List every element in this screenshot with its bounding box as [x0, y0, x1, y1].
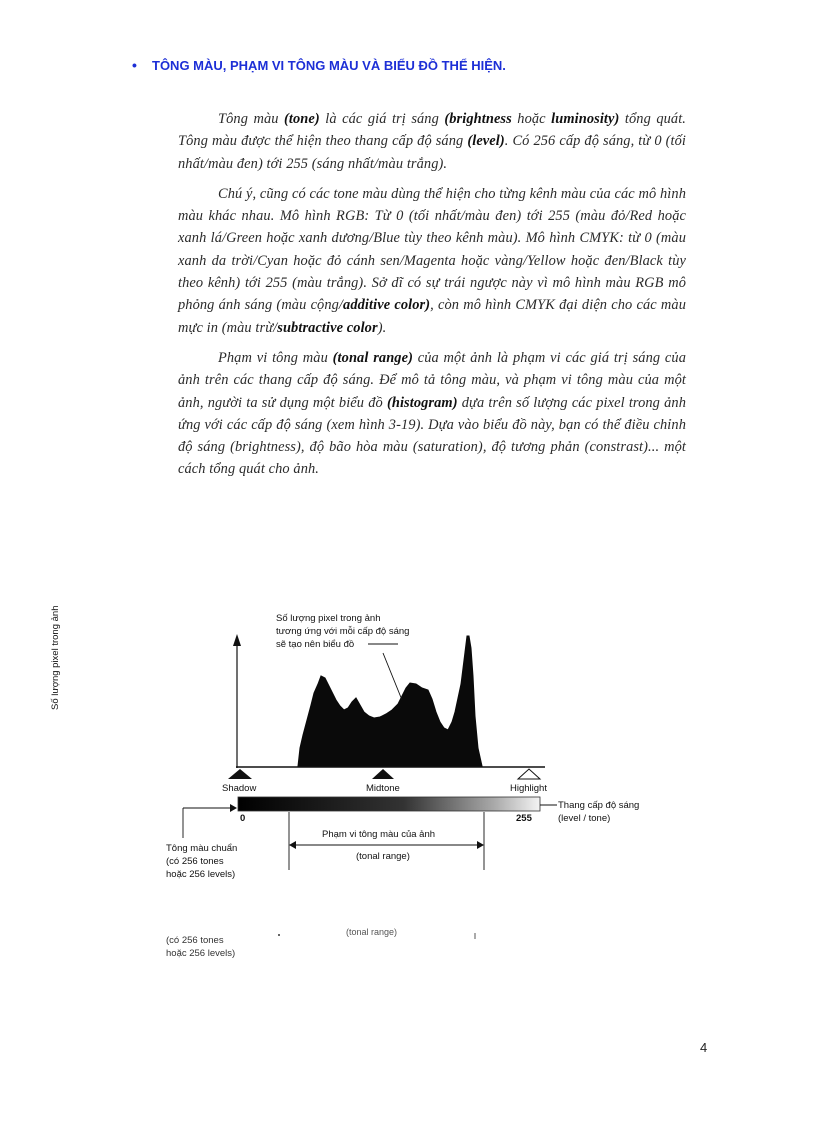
standard-pointer-arrow	[230, 804, 237, 812]
range-arrow-left	[289, 841, 296, 849]
body-text: ).	[377, 319, 387, 336]
body-text: là các giá trị sáng	[319, 111, 445, 127]
body-text: hoặc	[511, 111, 552, 127]
page-number: 4	[700, 1040, 708, 1055]
tonal-range-sublabel: (tonal range)	[356, 851, 410, 862]
body-text: Tông màu	[218, 111, 284, 127]
range-arrow-right	[477, 841, 484, 849]
body-text: tổng quát. Tông màu được thể hiện theo thang cấp độ sáng	[178, 111, 687, 150]
body-text: . Có 256 cấp độ sáng, từ 0 (tối nhất/màu đen) tới 255 (sáng nhất/màu trắng).	[178, 133, 687, 172]
y-axis-label: Số lượng pixel trong ảnh	[50, 605, 61, 710]
shadow-label: Shadow	[222, 783, 257, 794]
emphasis-text: (tonal range)	[332, 349, 413, 366]
y-axis-arrow	[233, 634, 241, 646]
emphasis-text: (brightness	[444, 111, 512, 127]
scale-label: Thang cấp độ sáng (level / tone)	[558, 800, 640, 824]
highlight-label: Highlight	[510, 783, 547, 794]
body-text: Phạm vi tông màu	[218, 349, 333, 366]
emphasis-text: subtractive color	[277, 319, 378, 336]
histogram-shape	[298, 636, 482, 766]
highlight-marker	[518, 769, 540, 779]
shadow-marker	[228, 769, 252, 779]
callout-pointer	[383, 653, 402, 700]
body-text: Chú ý, cũng có các tone màu dùng thể hiện cho từng kênh màu của các mô hình màu khác nhau. Mô hình RGB: Từ 0 (tối nhất/màu đen) tới 255 (màu đỏ/Red hoặc xanh lá/Green hoặc xanh dương/Blue tùy theo kênh màu). Mô hình CMYK: từ 0 (màu xanh da trời/Cyan hoặc đỏ cánh sen/Magenta hoặc vàng/Yellow hoặc đen/Black tùy theo kênh) tới 255 (màu trắng). Sở dĩ có sự trái ngược này vì mô hình màu RGB mô phỏng ánh sáng (màu cộng/	[178, 185, 686, 314]
midtone-label: Midtone	[366, 783, 400, 794]
body-text: dựa trên số lượng các pixel trong ảnh ứng với các cấp độ sáng (xem hình 3-19). Dựa vào biểu đồ này, bạn có thể điều chỉnh độ sáng (brightness), độ bão hòa màu (saturation), độ tương phản (constrast)... một cách tổng quát cho ảnh.	[178, 394, 686, 478]
emphasis-text: (tone)	[284, 111, 320, 127]
body-text: của một ảnh là phạm vi các giá trị sáng của ảnh trên các thang cấp độ sáng. Để mô tả tông màu, và phạm vi tông màu của một ảnh, người ta sử dụng một biểu đồ	[178, 349, 686, 411]
level-zero-label: 0	[240, 813, 246, 824]
callout-label: Số lượng pixel trong ảnh tương ứng với mỗi cấp độ sáng sẽ tạo nên biểu đồ	[276, 613, 410, 650]
tonal-range-label: Phạm vi tông màu của ảnh	[322, 829, 436, 840]
residue-middle-label: (tonal range)	[346, 927, 398, 937]
emphasis-text: (level)	[467, 133, 505, 150]
midtone-marker	[372, 769, 394, 779]
emphasis-text: additive color)	[343, 297, 431, 314]
residue-dot	[278, 934, 280, 936]
level-max-label: 255	[516, 813, 532, 824]
bullet-marker: •	[132, 57, 137, 73]
emphasis-text: (histogram)	[386, 394, 458, 411]
residue-left-label: (có 256 tones hoặc 256 levels)	[166, 935, 236, 959]
level-gradient-bar	[238, 797, 540, 811]
standard-tone-label: Tông màu chuẩn (có 256 tones hoặc 256 levels)	[166, 843, 238, 880]
body-text: , còn mô hình CMYK đại diện cho các màu mực in (màu trừ/	[178, 297, 687, 336]
emphasis-text: luminosity)	[551, 111, 620, 127]
heading-text: TÔNG MÀU, PHẠM VI TÔNG MÀU VÀ BIỂU ĐỒ THỂ HIỆN.	[152, 58, 506, 73]
